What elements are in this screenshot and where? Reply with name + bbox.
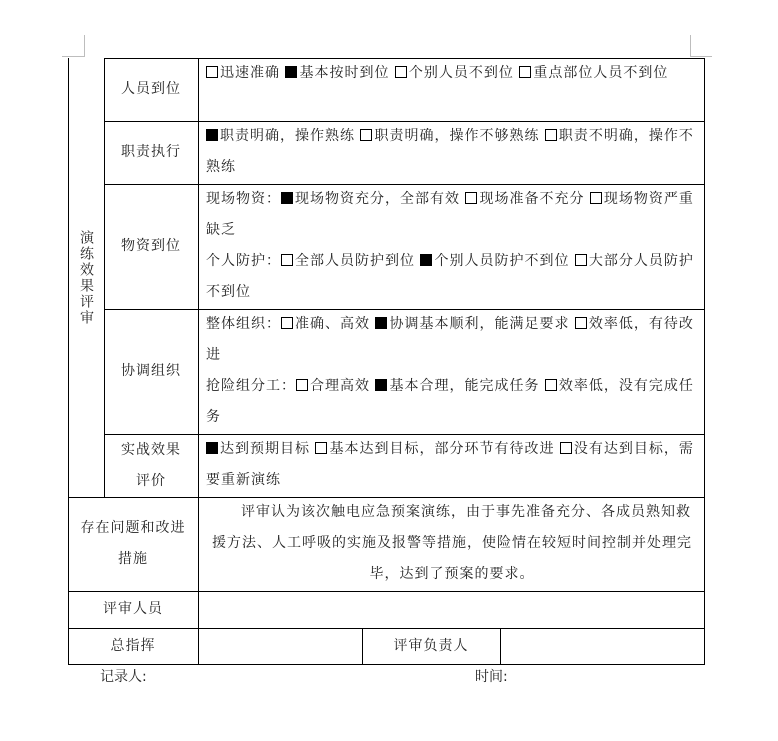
reviewers-label-cell (68, 591, 198, 628)
reviewers-value[interactable] (198, 591, 704, 628)
checkbox-option[interactable] (420, 253, 569, 269)
checkbox-option-label: 基本达到目标，部分环节有待改进 (329, 441, 555, 457)
checkbox-option[interactable] (375, 316, 569, 332)
actual-label: 实战效果评价 (121, 441, 181, 489)
checkbox-empty-icon[interactable] (575, 254, 587, 266)
checkbox-option-label: 现场物资严重缺乏 (206, 191, 694, 238)
protection-prefix: 个人防护： (206, 253, 281, 269)
checkbox-checked-icon[interactable] (206, 129, 218, 141)
checkbox-empty-icon[interactable] (519, 66, 531, 78)
issues-label: 存在问题和改进措施 (80, 520, 186, 567)
checkbox-checked-icon[interactable] (420, 254, 432, 266)
checkbox-option-label: 现场物资充分，全部有效 (295, 191, 460, 207)
checkbox-option[interactable] (296, 378, 370, 394)
duty-options (198, 121, 704, 184)
checkbox-empty-icon[interactable] (560, 442, 572, 454)
checkbox-option[interactable] (285, 65, 389, 81)
checkbox-empty-icon[interactable] (296, 379, 308, 391)
checkbox-option-label: 没有达到目标，需要重新演练 (206, 441, 694, 488)
crop-mark (690, 56, 712, 57)
checkbox-option-label: 重点部位人员不到位 (533, 65, 669, 81)
checkbox-option[interactable] (281, 316, 370, 332)
checkbox-option-label: 职责明确，操作不够熟练 (374, 128, 540, 144)
commander-label-cell (68, 628, 198, 664)
issues-text: 评审认为该次触电应急预案演练，由于事先准备充分、各成员熟知救援方法、人工呼吸的实施及报警等措施，使险情在较短时间控制并处理完毕，达到了预案的要求。 (212, 504, 692, 582)
checkbox-empty-icon[interactable] (360, 129, 372, 141)
reviewers-label: 评审人员 (103, 601, 163, 617)
materials-label-cell (104, 184, 198, 309)
issues-text-cell (198, 497, 704, 591)
review-lead-value[interactable] (500, 628, 704, 664)
checkbox-checked-icon[interactable] (375, 317, 387, 329)
actual-label-cell (104, 434, 198, 497)
checkbox-option-label: 大部分人员防护不到位 (206, 253, 694, 300)
coordination-label: 协调组织 (121, 363, 181, 379)
duty-label: 职责执行 (121, 144, 181, 160)
checkbox-empty-icon[interactable] (590, 192, 602, 204)
checkbox-checked-icon[interactable] (206, 442, 218, 454)
checkbox-option[interactable] (206, 128, 355, 144)
personnel-label: 人员到位 (121, 81, 181, 97)
materials-label: 物资到位 (121, 238, 181, 254)
checkbox-empty-icon[interactable] (315, 442, 327, 454)
checkbox-option-label: 现场准备不充分 (479, 191, 585, 207)
checkbox-option-label: 达到预期目标 (220, 441, 310, 457)
checkbox-option-label: 个别人员不到位 (408, 65, 514, 81)
issues-label-cell (68, 497, 198, 591)
checkbox-empty-icon[interactable] (465, 192, 477, 204)
checkbox-empty-icon[interactable] (575, 317, 587, 329)
division-prefix: 抢险组分工： (206, 378, 296, 394)
checkbox-empty-icon[interactable] (545, 129, 557, 141)
checkbox-checked-icon[interactable] (375, 379, 387, 391)
checkbox-option[interactable] (281, 191, 460, 207)
materials-options (198, 184, 704, 309)
checkbox-option-label: 效率低，没有完成任务 (206, 378, 694, 425)
checkbox-checked-icon[interactable] (285, 66, 297, 78)
checkbox-empty-icon[interactable] (395, 66, 407, 78)
actual-options (198, 434, 704, 497)
checkbox-option[interactable] (375, 378, 539, 394)
checkbox-option-label: 职责明确，操作熟练 (220, 128, 355, 144)
personnel-label-cell (104, 58, 198, 121)
checkbox-option-label: 迅速准确 (220, 65, 280, 81)
review-lead-label: 评审负责人 (393, 637, 469, 654)
checkbox-option-label: 协调基本顺利，能满足要求 (389, 316, 570, 332)
checkbox-option-label: 基本合理，能完成任务 (389, 378, 540, 394)
checkbox-option-label: 职责不明确，操作不熟练 (206, 128, 694, 175)
time-label: 时间: (475, 669, 508, 685)
coordination-options (198, 309, 704, 434)
checkbox-option-label: 全部人员防护到位 (295, 253, 415, 269)
recorder-label: 记录人: (100, 669, 147, 685)
overall-prefix: 整体组织： (206, 316, 281, 332)
review-lead-label-cell (362, 628, 500, 664)
commander-label: 总指挥 (110, 637, 156, 654)
checkbox-empty-icon[interactable] (281, 317, 293, 329)
checkbox-option[interactable] (465, 191, 584, 207)
section-label: 演练效果评审 (78, 230, 94, 326)
checkbox-option[interactable] (206, 441, 310, 457)
checkbox-option-label: 效率低，有待改进 (206, 316, 694, 363)
checkbox-option[interactable] (360, 128, 539, 144)
checkbox-option[interactable] (281, 253, 415, 269)
checkbox-option-label: 基本按时到位 (299, 65, 390, 81)
onsite-prefix: 现场物资： (206, 191, 281, 207)
checkbox-option[interactable] (519, 65, 668, 81)
duty-label-cell (104, 121, 198, 184)
section-label-cell (68, 58, 104, 498)
checkbox-empty-icon[interactable] (281, 254, 293, 266)
personnel-options (198, 58, 704, 121)
crop-mark (62, 56, 84, 57)
checkbox-checked-icon[interactable] (281, 192, 293, 204)
checkbox-option[interactable] (315, 441, 554, 457)
crop-mark (84, 35, 85, 57)
checkbox-option-label: 个别人员防护不到位 (434, 253, 570, 269)
commander-value[interactable] (198, 628, 362, 664)
checkbox-empty-icon[interactable] (545, 379, 557, 391)
checkbox-empty-icon[interactable] (206, 66, 218, 78)
coordination-label-cell (104, 309, 198, 434)
checkbox-option[interactable] (395, 65, 514, 81)
checkbox-option-label: 准确、高效 (295, 316, 370, 332)
checkbox-option[interactable] (206, 65, 280, 81)
crop-mark (690, 35, 691, 57)
checkbox-option-label: 合理高效 (310, 378, 370, 394)
